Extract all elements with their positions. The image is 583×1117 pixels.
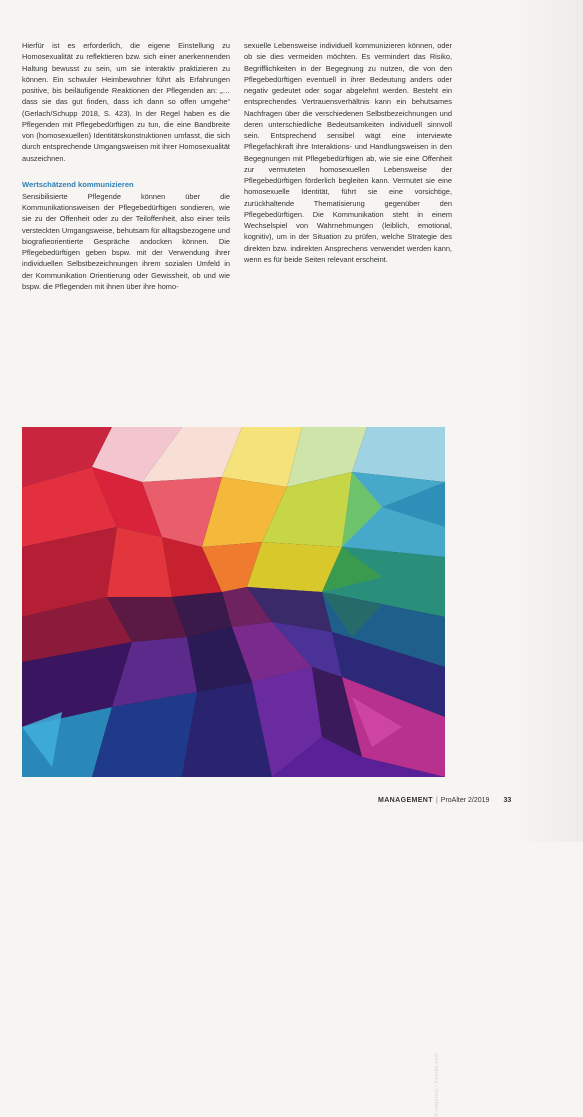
footer-section-name: MANAGEMENT [378, 797, 433, 804]
body-paragraph: Hierfür ist es erforderlich, die eigene Einstellung zu Homosexualität zu reflektieren bzw. sich einer anerkennenden Haltung bewusst zu sein, um sie interaktiv praktizieren zu können. Ein schwuler Heimbewohner führt als Erfahrungen positive, bis beiläufigende Reaktionen der Pflegenden an: „… dass sie das gut finden, dass ich dann so offen umgehe“ (Gerlach/Schupp 2018, S. 423). In der Regel haben es die Pflegenden mit Pflegebedürftigen zu tun, die eine Bandbreite von (homosexuellen) Identitätskonstruktionen umfasst, die sich durch entsprechende Umgangsweisen mit ihrer Homosexualität auszeichnen. [22, 41, 230, 163]
page-number: 33 [503, 797, 512, 804]
body-paragraph: sexuelle Lebensweise individuell kommunizieren können, oder ob sie dies vermeiden möchten. Es vermindert das Risiko, Begrifflichkeiten in der Begegnung zu nutzen, die von den Pflegebedürftigen eventuell in ihrer Bedeutung anders oder negativ gedeutet oder sogar abgelehnt werden. Besteht ein entsprechendes Vertrauensverhältnis kann ein behutsames Nachfragen über die verschiedenen Selbstbezeichnungen und deren unterschiedliche Bedeutsamkeiten individuell sinnvoll sein. Entsprechend sensibel wägt eine interviewte Pflegefachkraft ihre Interaktions- und Handlungsweisen in den Begegnungen mit Pflegebedürftigen ab, wie sie eine Offenheit zur vermuteten homosexuellen Lebensweise der Pflegebedürftigen förderlich begleiten kann. Vermutet sie eine homosexuelle Identität, führt sie eine vorsichtige, zurückhaltende Thematisierung gegenüber den Pflegebedürftigen. Die Kommunikation steht in einem Wechselspiel von Wahrnehmungen (leiblich, emotional, kognitiv), um in der Situation zu prüfen, welche Strategie des direkten bzw. indirekten Ansprechens verwendet werden kann, wenn es für beide Seiten relevant erscheint. [244, 41, 452, 264]
body-paragraph: Sensibilisierte Pflegende können über die Kommunikationsweisen der Pflegebedürftigen sondieren, wie sie zu der Offenheit oder zu der Teiloffenheit, also einer teils versteckten Umgangsweise, behutsam für alltagsbezogene und biografieorientierte Gespräche andocken können. Die Pflegebedürftigen geben bspw. mit der Verwendung ihrer individuellen Selbstbezeichnungen ihrem sozialen Umfeld in der Kommunikation Orientierung oder Gewissheit, ob und wie bspw. die Pflegenden mit ihnen über ihre homo- [22, 191, 230, 291]
footer-journal: ProAlter 2/2019 [440, 797, 490, 804]
low-poly-artwork [22, 427, 445, 777]
right-text-column [244, 40, 452, 265]
section-heading: Wertschätzend kommunizieren [22, 179, 134, 189]
footer-separator: | [435, 797, 438, 804]
page-footer [378, 797, 511, 804]
page-edge-shadow [513, 0, 583, 842]
left-text-column [22, 40, 230, 292]
image-credit: © Inspiring / Fotolia.com [434, 1052, 440, 1117]
